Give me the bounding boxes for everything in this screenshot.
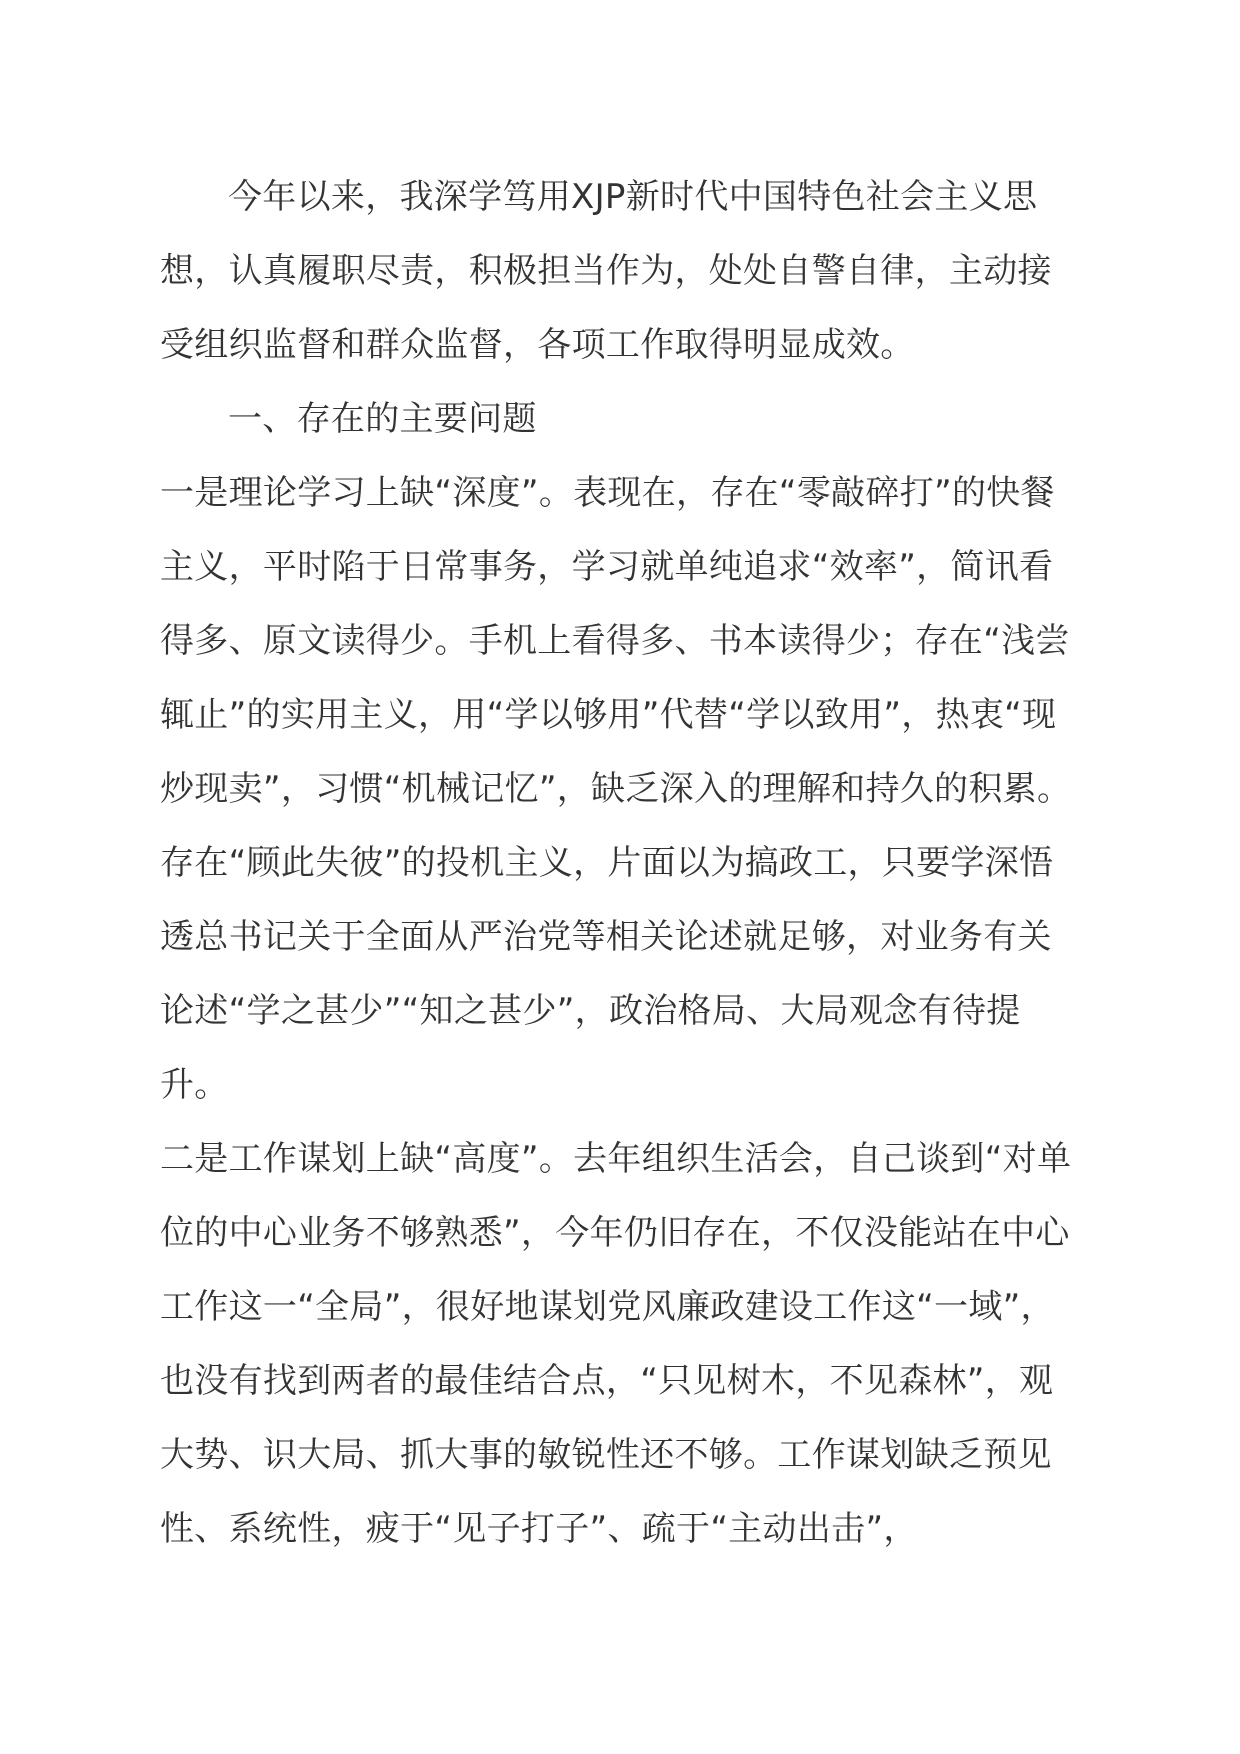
point-2-paragraph: 二是工作谋划上缺“高度”。去年组织生活会，自己谈到“对单位的中心业务不够熟悉”，今年仍旧存在，不仅没能站在中心工作这一“全局”，很好地谋划党风廉政建设工作这“一域”，也没有找到两者的最佳结合点，“只见树木，不见森林”，观大势、识大局、抓大事的敏锐性还不够。工作谋划缺乏预见性、系统性，疲于“见子打子”、疏于“主动出击”， bbox=[160, 1139, 1072, 1549]
section-heading: 一、存在的主要问题 bbox=[228, 399, 537, 439]
intro-paragraph: 今年以来，我深学笃用XJP新时代中国特色社会主义思想，认真履职尽责，积极担当作为，处处自警自律，主动接受组织监督和群众监督，各项工作取得明显成效。 bbox=[160, 177, 1052, 365]
point-1-paragraph: 一是理论学习上缺“深度”。表现在，存在“零敲碎打”的快餐主义，平时陷于日常事务，学习就单纯追求“效率”，简讯看得多、原文读得少。手机上看得多、书本读得少；存在“浅尝辄止”的实用主义，用“学以够用”代替“学以致用”，热衷“现炒现卖”，习惯“机械记忆”，缺乏深入的理解和持久的积累。存在“顾此失彼”的投机主义，片面以为搞政工，只要学深悟透总书记关于全面从严治党等相关论述就足够，对业务有关论述“学之甚少”“知之甚少”，政治格局、大局观念有待提升。 bbox=[160, 473, 1072, 1105]
document-body bbox=[160, 160, 1080, 1566]
